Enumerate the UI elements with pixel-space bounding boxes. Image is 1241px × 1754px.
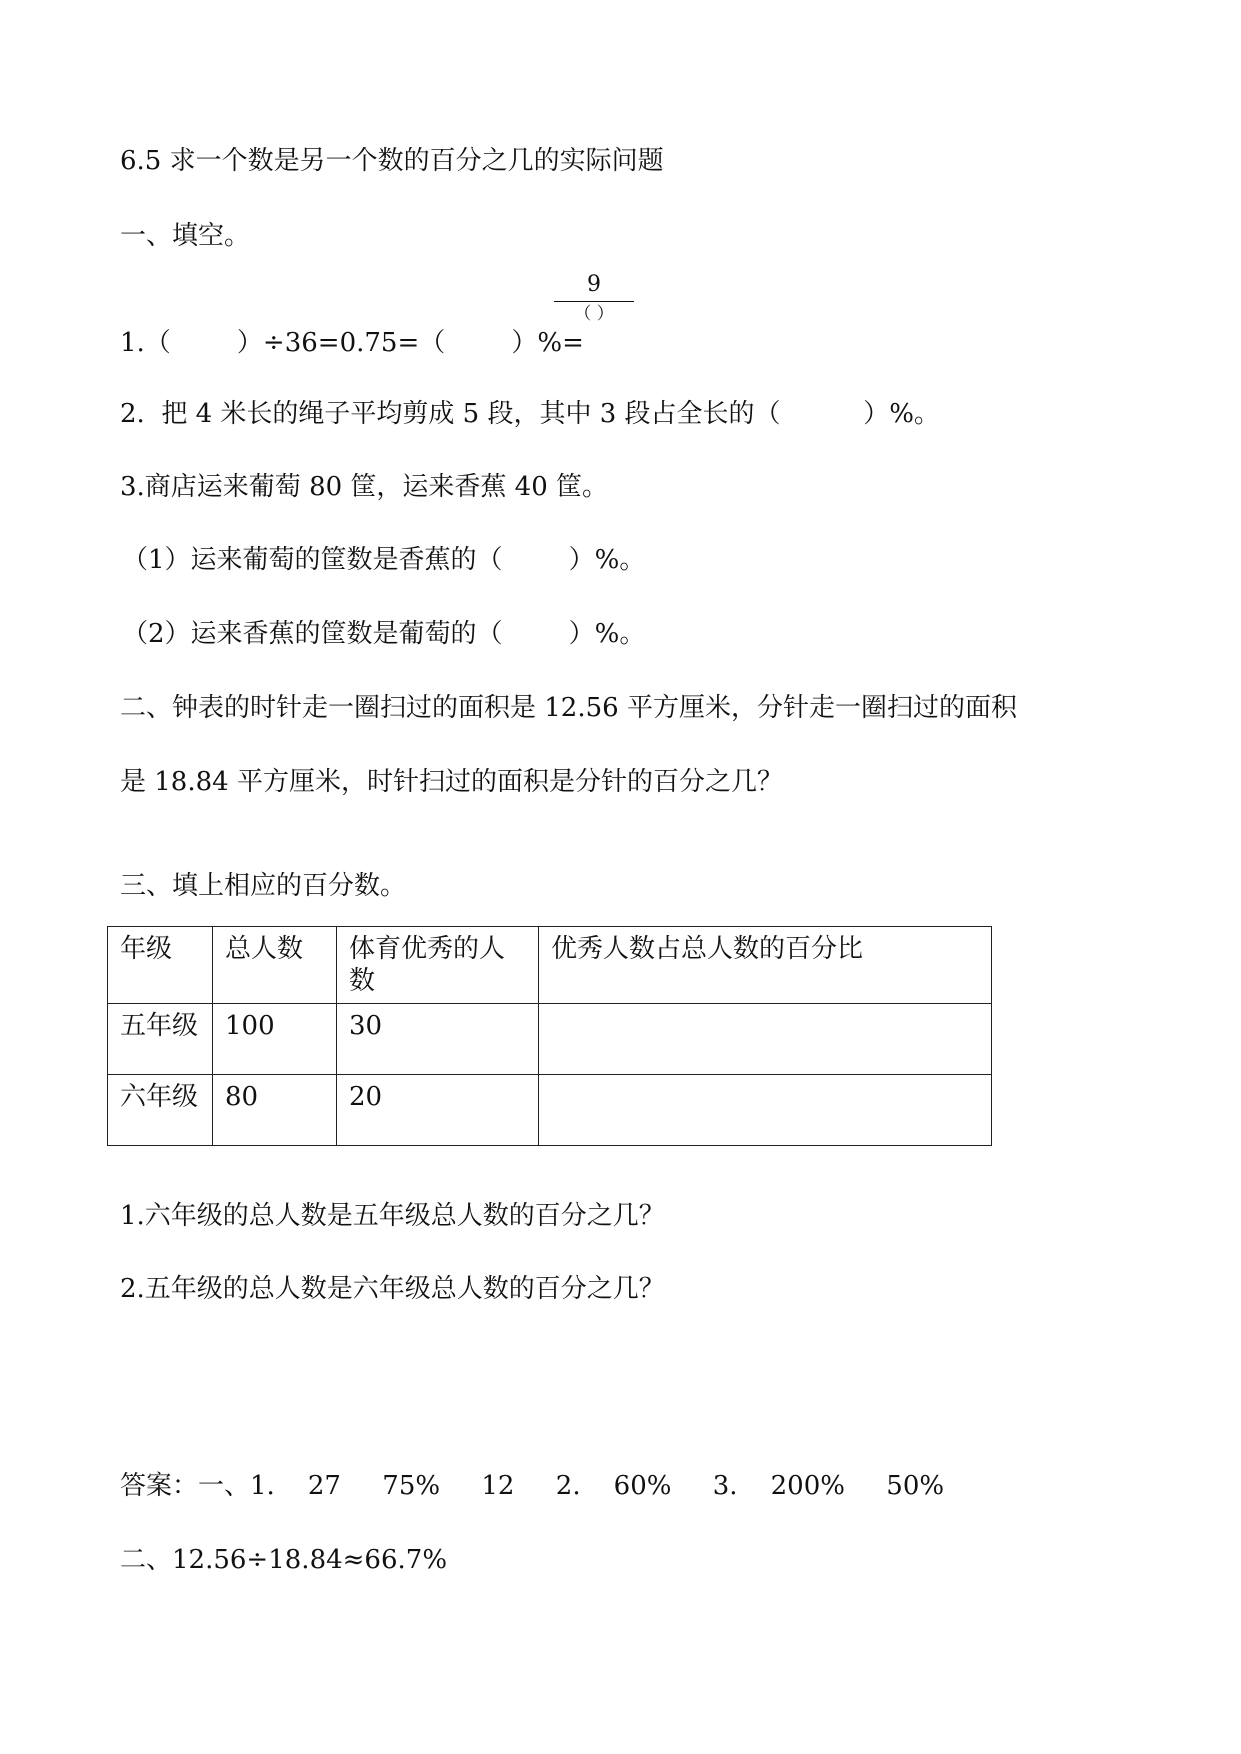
fraction (554, 272, 634, 324)
table-cell: 五年级 (108, 1004, 213, 1075)
table-cell: 80 (213, 1075, 337, 1146)
section-2-line-1: 二、钟表的时针走一圈扫过的面积是 12.56 平方厘米，分针走一圈扫过的面积 (120, 693, 1017, 723)
question-1: 1.（ ）÷36=0.75=（ ）%= (120, 328, 584, 358)
table-cell (539, 1075, 992, 1146)
page-title: 6.5 求一个数是另一个数的百分之几的实际问题 (120, 146, 664, 176)
question-3-2: （2）运来香蕉的筐数是葡萄的（ ）%。 (122, 619, 646, 649)
table-cell (539, 1004, 992, 1075)
table-cell: 六年级 (108, 1075, 213, 1146)
table-cell: 30 (337, 1004, 539, 1075)
table-header-cell: 年级 (108, 927, 213, 1004)
table-row (108, 1075, 992, 1146)
answers-line-1: 答案：一、1. 27 75% 12 2. 60% 3. 200% 50% (120, 1471, 945, 1501)
section-2-line-2: 是 18.84 平方厘米，时针扫过的面积是分针的百分之几？ (120, 767, 783, 797)
table-header-cell: 体育优秀的人数 (337, 927, 539, 1004)
table-header-cell: 总人数 (213, 927, 337, 1004)
answers-line-2: 二、12.56÷18.84≈66.7% (120, 1545, 448, 1575)
section-1-heading: 一、填空。 (120, 221, 251, 251)
table-header-cell: 优秀人数占总人数的百分比 (539, 927, 992, 1004)
fraction-bar (554, 301, 634, 302)
section-3-question-2: 2.五年级的总人数是六年级总人数的百分之几？ (120, 1274, 665, 1304)
fraction-numerator: 9 (587, 272, 601, 297)
table-cell: 100 (213, 1004, 337, 1075)
question-3-1: （1）运来葡萄的筐数是香蕉的（ ）%。 (122, 545, 646, 575)
question-3: 3.商店运来葡萄 80 筐，运来香蕉 40 筐。 (120, 472, 609, 502)
question-2: 2. 把 4 米长的绳子平均剪成 5 段，其中 3 段占全长的（ ）%。 (120, 399, 940, 429)
fraction-denominator: （ ） (574, 304, 614, 324)
section-3-heading: 三、填上相应的百分数。 (120, 871, 407, 901)
table-header-row (108, 927, 992, 1004)
table-cell: 20 (337, 1075, 539, 1146)
grade-table (107, 926, 992, 1146)
table-row (108, 1004, 992, 1075)
section-3-question-1: 1.六年级的总人数是五年级总人数的百分之几？ (120, 1201, 665, 1231)
